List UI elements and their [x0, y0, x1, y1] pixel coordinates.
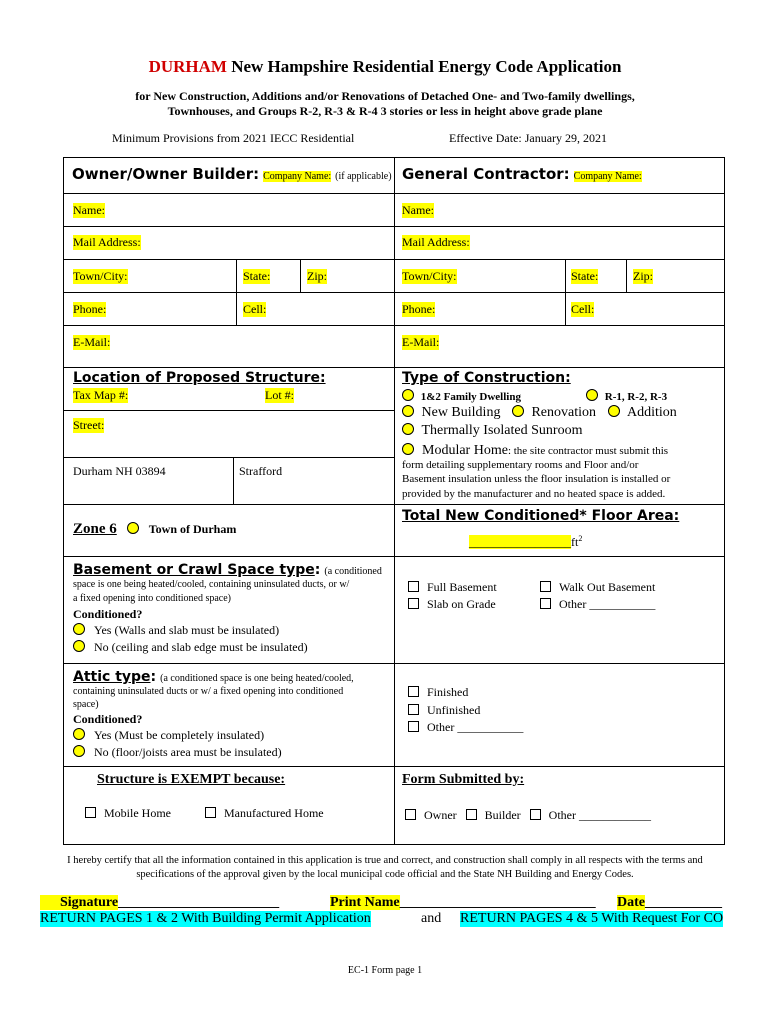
attic-other-label: Other ___________	[427, 720, 524, 734]
opt-r-radio[interactable]	[586, 389, 598, 401]
zone-row	[73, 520, 236, 538]
contractor-cell-field[interactable]: Cell:	[571, 302, 595, 316]
attic-unfinished-checkbox[interactable]	[408, 704, 419, 715]
basement-heading-row: Basement or Crawl Space type: (a conditioned	[73, 562, 382, 578]
basement-other-label: Other ___________	[559, 597, 656, 611]
owner-email-field[interactable]: E-Mail:	[73, 335, 111, 349]
return-right: RETURN PAGES 4 & 5 With Request For CO	[460, 911, 724, 926]
contractor-heading: General Contractor:	[402, 165, 570, 183]
construction-row4	[402, 441, 668, 459]
submitted-heading: Form Submitted by:	[402, 772, 525, 787]
basement-no-radio[interactable]	[73, 640, 85, 652]
street-field[interactable]: Street:	[73, 418, 105, 432]
contractor-mail-field[interactable]: Mail Address:	[402, 235, 470, 249]
renovation-label: Renovation	[531, 405, 596, 420]
contractor-company-label[interactable]: Company Name:	[573, 171, 642, 182]
modular-note-2: form detailing supplementary rooms and Floor and/or	[402, 459, 639, 471]
modular-note-3: Basement insulation unless the floor insulation is installed or	[402, 473, 671, 485]
manufactured-home-row	[205, 806, 324, 821]
location-heading: Location of Proposed Structure:	[73, 370, 326, 386]
signature-label: Signature	[40, 895, 118, 910]
attic-other-row	[408, 720, 523, 735]
return-left: RETURN PAGES 1 & 2 With Building Permit Application	[40, 911, 371, 926]
return-and: and	[421, 911, 442, 926]
slab-checkbox[interactable]	[408, 598, 419, 609]
page-title	[0, 57, 770, 77]
floor-area-field[interactable]: _________________	[469, 535, 571, 549]
basement-note-2: space is one being heated/cooled, containing uninsulated ducts, or w/	[73, 579, 350, 590]
walkout-checkbox[interactable]	[540, 581, 551, 592]
attic-note-2: containing uninsulated ducts or w/ a fixed opening into conditioned	[73, 686, 344, 697]
mobile-home-row	[85, 806, 171, 821]
submitted-owner-row	[405, 808, 651, 823]
attic-yes-row	[73, 728, 264, 743]
zone-label: Zone 6	[73, 521, 117, 537]
addition-label: Addition	[627, 405, 677, 420]
floor-area-heading: Total New Conditioned* Floor Area:	[402, 508, 680, 524]
addition-radio[interactable]	[608, 405, 620, 417]
walkout-label: Walk Out Basement	[559, 580, 656, 594]
page-footer: EC-1 Form page 1	[347, 965, 423, 976]
renovation-radio[interactable]	[512, 405, 524, 417]
owner-heading-row: Owner/Owner Builder: Company Name: (if applicable)	[72, 165, 392, 183]
submitted-owner-checkbox[interactable]	[405, 809, 416, 820]
mobile-home-checkbox[interactable]	[85, 807, 96, 818]
print-name-label: Print Name	[330, 895, 400, 910]
construction-row1b	[586, 389, 667, 403]
print-name-line[interactable]: ____________________________	[399, 895, 596, 910]
min-provisions: Minimum Provisions from 2021 IECC Residential	[112, 131, 355, 145]
floor-area-unit: ft	[571, 535, 579, 549]
modular-radio[interactable]	[402, 443, 414, 455]
owner-company-label[interactable]: Company Name:	[263, 171, 332, 182]
opt-1-2-family-radio[interactable]	[402, 389, 414, 401]
contractor-email-field[interactable]: E-Mail:	[402, 335, 440, 349]
attic-conditioned: Conditioned?	[73, 712, 143, 726]
submitted-builder-checkbox[interactable]	[466, 809, 477, 820]
center-divider	[394, 157, 395, 845]
opt-r-label: R-1, R-2, R-3	[604, 391, 668, 403]
attic-heading-row: Attic type: (a conditioned space is one being heated/cooled,	[73, 669, 354, 685]
walkout-row	[540, 580, 655, 595]
submitted-other-checkbox[interactable]	[530, 809, 541, 820]
exempt-heading: Structure is EXEMPT because:	[97, 772, 286, 787]
owner-phone-field[interactable]: Phone:	[73, 302, 107, 316]
attic-yes-label: Yes (Must be completely insulated)	[94, 728, 265, 742]
new-building-radio[interactable]	[402, 405, 414, 417]
construction-row2	[402, 405, 677, 421]
date-label: Date	[617, 895, 645, 910]
location-county: Strafford	[239, 464, 283, 478]
full-basement-row	[408, 580, 497, 595]
attic-note-1: (a conditioned space is one being heated/cooled,	[160, 673, 354, 684]
zone-radio[interactable]	[127, 522, 139, 534]
construction-row3	[402, 423, 582, 439]
submitted-owner-label: Owner	[424, 808, 457, 822]
attic-no-label: No (floor/joists area must be insulated)	[94, 745, 282, 759]
subtitle-2: Townhouses, and Groups R-2, R-3 & R-4 3 stories or less in height above grade plane	[167, 104, 603, 118]
opt-1-2-family-label: 1&2 Family Dwelling	[420, 391, 521, 403]
basement-note-1: (a conditioned	[324, 566, 382, 577]
submitted-other-label: Other ____________	[548, 808, 651, 822]
contractor-town-field[interactable]: Town/City:	[402, 269, 457, 283]
owner-zip-field[interactable]: Zip:	[307, 269, 327, 283]
basement-conditioned: Conditioned?	[73, 607, 143, 621]
effective-date: Effective Date: January 29, 2021	[449, 131, 608, 145]
sunroom-radio[interactable]	[402, 423, 414, 435]
title-city: DURHAM	[148, 57, 227, 76]
basement-other-row	[540, 597, 655, 612]
contractor-heading-row	[402, 165, 642, 184]
manufactured-home-checkbox[interactable]	[205, 807, 216, 818]
owner-name-field[interactable]: Name:	[73, 203, 105, 217]
tax-map-field[interactable]: Tax Map #:	[73, 388, 129, 402]
signature-row	[40, 895, 279, 911]
basement-yes-radio[interactable]	[73, 623, 85, 635]
attic-other-checkbox[interactable]	[408, 721, 419, 732]
slab-label: Slab on Grade	[427, 597, 496, 611]
basement-yes-label: Yes (Walls and slab must be insulated)	[94, 623, 280, 637]
signature-line[interactable]: _______________________	[118, 895, 280, 910]
basement-yes-row	[73, 623, 279, 638]
modular-note-1: : the site contractor must submit this	[507, 445, 669, 457]
full-basement-checkbox[interactable]	[408, 581, 419, 592]
attic-unfinished-row	[408, 703, 480, 718]
manufactured-home-label: Manufactured Home	[224, 806, 324, 820]
owner-mail-field[interactable]: Mail Address:	[73, 235, 141, 249]
basement-no-label: No (ceiling and slab edge must be insulated)	[94, 640, 308, 654]
owner-state-field[interactable]: State:	[243, 269, 271, 283]
certify-line-2: specifications of the approval given by the local municipal code official and the State NH Building and Energy Codes.	[136, 869, 634, 880]
date-row	[617, 895, 722, 911]
slab-row	[408, 597, 496, 612]
contractor-state-field[interactable]: State:	[571, 269, 599, 283]
sunroom-label: Thermally Isolated Sunroom	[421, 423, 583, 438]
mobile-home-label: Mobile Home	[104, 806, 171, 820]
attic-unfinished-label: Unfinished	[427, 703, 481, 717]
owner-cell-field[interactable]: Cell:	[243, 302, 267, 316]
certify-line-1: I hereby certify that all the information contained in this application is true and correct, and construction shall comply in all respects with the terms and	[67, 855, 703, 866]
owner-heading: Owner/Owner Builder	[72, 165, 254, 183]
attic-no-radio[interactable]	[73, 745, 85, 757]
floor-area-row	[469, 534, 582, 550]
attic-no-row	[73, 745, 282, 760]
modular-note-4: provided by the manufacturer and no heated space is added.	[402, 488, 666, 500]
new-building-label: New Building	[421, 405, 501, 420]
attic-yes-radio[interactable]	[73, 728, 85, 740]
attic-finished-label: Finished	[427, 685, 469, 699]
contractor-phone-field[interactable]: Phone:	[402, 302, 436, 316]
full-basement-label: Full Basement	[427, 580, 497, 594]
basement-note-3: a fixed opening into conditioned space)	[73, 593, 232, 604]
date-line[interactable]: ___________	[645, 895, 722, 910]
attic-finished-checkbox[interactable]	[408, 686, 419, 697]
attic-heading: Attic type	[73, 669, 151, 685]
attic-note-3: space)	[73, 699, 99, 710]
modular-label: Modular Home	[422, 443, 508, 458]
basement-other-checkbox[interactable]	[540, 598, 551, 609]
attic-finished-row	[408, 685, 468, 700]
subtitle-1: for New Construction, Additions and/or Renovations of Detached One- and Two-family dwellings,	[135, 89, 635, 103]
title-rest: New Hampshire Residential Energy Code Application	[226, 57, 622, 76]
basement-no-row	[73, 640, 308, 655]
print-name-row	[330, 895, 596, 911]
zone-town: Town of Durham	[148, 522, 237, 536]
construction-heading: Type of Construction:	[402, 370, 571, 386]
location-town: Durham NH 03894	[73, 464, 166, 478]
floor-area-sup: 2	[578, 534, 583, 543]
owner-if-applicable: (if applicable)	[335, 171, 392, 182]
contractor-name-field[interactable]: Name:	[402, 203, 434, 217]
contractor-zip-field[interactable]: Zip:	[633, 269, 653, 283]
submitted-builder-label: Builder	[484, 808, 521, 822]
owner-town-field[interactable]: Town/City:	[73, 269, 128, 283]
construction-row1	[402, 389, 521, 403]
lot-field[interactable]: Lot #:	[265, 388, 294, 402]
basement-heading: Basement or Crawl Space type	[73, 562, 315, 578]
